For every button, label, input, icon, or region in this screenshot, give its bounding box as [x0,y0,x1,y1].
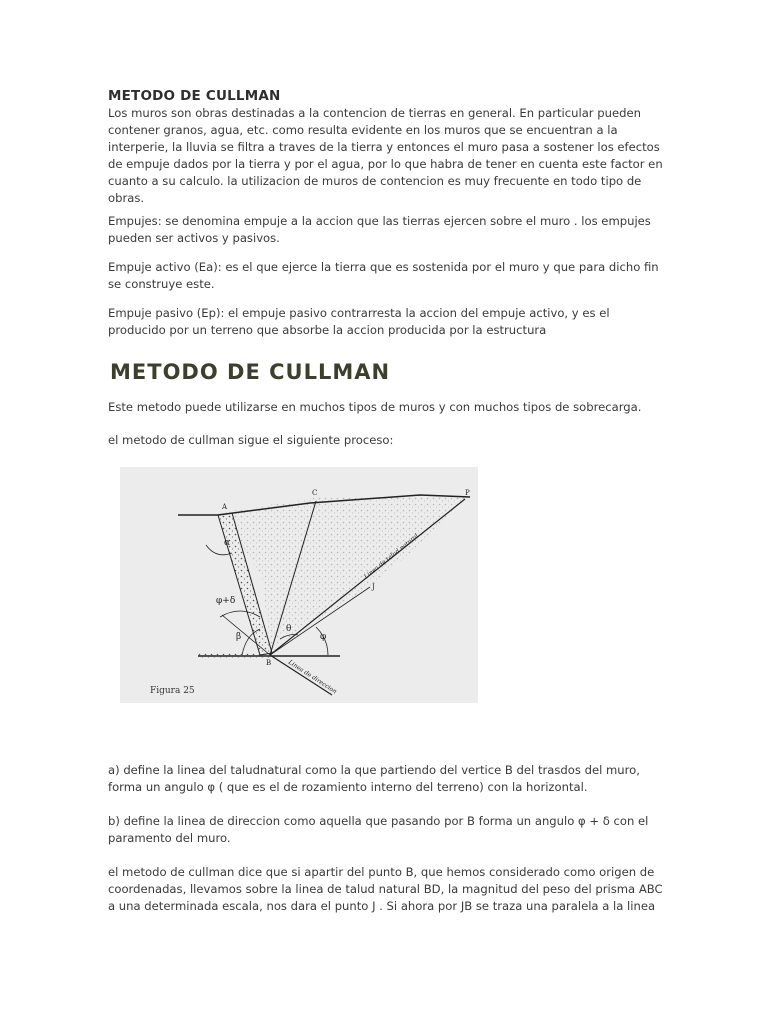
base-hatch [198,653,270,658]
label-direccion: Linea de direccion [286,658,339,696]
method-intro-paragraph: Este metodo puede utilizarse en muchos tipos de muros y con muchos tipos de sobrecarga. [108,400,642,414]
label-a: A [222,503,228,511]
label-theta: θ [286,624,292,634]
label-p: P [465,489,470,497]
label-j: J [372,583,375,591]
intro-paragraph: Los muros son obras destinadas a la contencion de tierras en general. En particular pueden contener granos, agua, etc. como resulta evidente en los muros que se encuentran a la interperie, la lluvia se filtra a traves de la tierra y entonces el muro pasa a sostener los efectos de empuje dados por la tierra y por el agua, por lo que habra de tener en cuenta este factor en cuanto a su calculo. la utilizacion de muros de contencion es muy frecuente en todo tipo de obras. [108,106,663,205]
cullman-diagram [120,467,478,703]
empuje-pasivo-paragraph: Empuje pasivo (Ep): el empuje pasivo contrarresta la accion del empuje activo, y es el producido por un terreno que absorbe la accion producida por la estructura [108,306,610,337]
label-c: C [312,489,318,497]
document-body [108,88,668,703]
empuje-activo-paragraph: Empuje activo (Ea): es el que ejerce la tierra que es sostenida por el muro y que para dicho fin se construye este. [108,260,659,291]
figure-caption: Figura 25 [150,686,195,696]
empujes-paragraph: Empujes: se denomina empuje a la accion que las tierras ejercen sobre el muro . los empujes pueden ser activos y pasivos. [108,214,651,245]
step-a-paragraph: a) define la linea del taludnatural como la que partiendo del vertice B del trasdos del muro, forma un angulo φ ( que es el de rozamiento interno del terreno) con la horizontal. [108,763,640,794]
process-intro-paragraph: el metodo de cullman sigue el siguiente proceso: [108,433,394,447]
section-heading-small: METODO DE CULLMAN [108,88,281,104]
cullman-explanation-paragraph: el metodo de cullman dice que si apartir del punto B, que hemos considerado como origen de coordenadas, llevamos sobre la linea de talud natural BD, la magnitud del peso del prisma ABC a una determinada escala, nos dara el punto J . Si ahora por JB se traza una paralela a la linea [108,865,663,913]
label-phi: φ [320,632,327,642]
step-b-paragraph: b) define la linea de direccion como aquella que pasando por B forma un angulo φ + δ con el paramento del muro. [108,814,649,845]
label-talud: Linea de talud natural [362,532,420,581]
label-alpha: α [224,538,231,548]
section-heading-large: METODO DE CULLMAN [110,360,391,384]
label-beta: β [236,632,242,642]
cullman-figure [120,467,478,703]
label-phi-delta: φ+δ [216,596,236,606]
steps-section [108,762,668,932]
label-b: B [266,659,272,667]
direction-line [270,655,332,695]
